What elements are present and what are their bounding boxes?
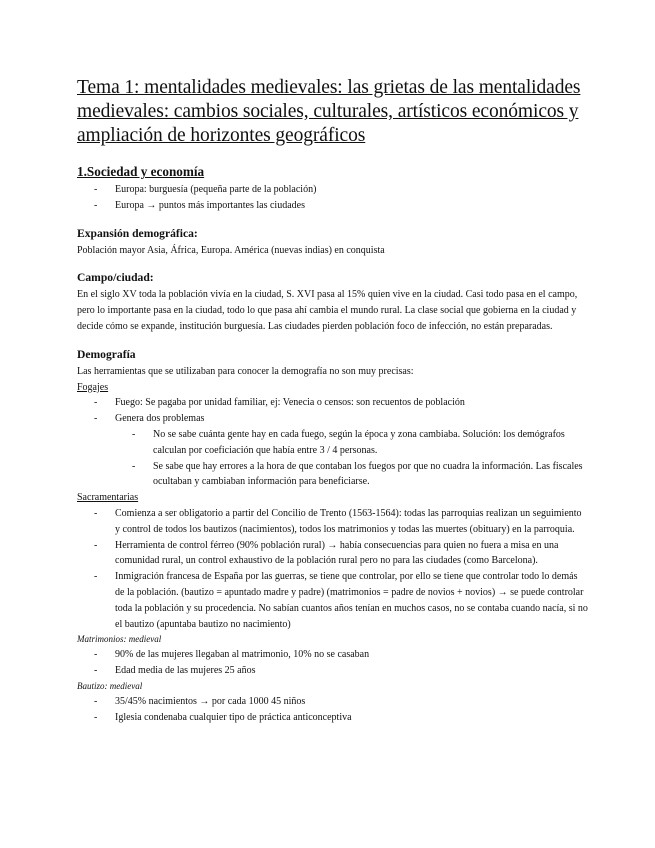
- paragraph-campo-ciudad: En el siglo XV toda la población vivía en la ciudad, S. XVI pasa al 15% quien vive en la ciudad. Casi todo pasa en el campo, pero lo importante pasa en la ciudad, todo lo que pasa ahí cambia el mundo rural. La clase social que gobierna en la ciudad y decide cómo se expande, institución burguesía. Las ciudades pierden población foco de infección, no están preparadas.: [77, 289, 578, 332]
- fogajes-sublist: [115, 427, 589, 490]
- section-heading-sociedad: 1.Sociedad y economía: [77, 164, 205, 179]
- matrimonios-list: [77, 647, 589, 679]
- list-item: - Edad media de las mujeres 25 años: [77, 663, 589, 679]
- fogajes-list: [77, 395, 589, 490]
- paragraph-expansion: Población mayor Asia, África, Europa. América (nuevas indias) en conquista: [77, 244, 385, 256]
- list-item: - Herramienta de control férreo (90% población rural) → había consecuencias para quien no fuera a misa en una comunidad rural, un control exhaustivo de la población rural pero no para las ciudades (como Barcelona).: [77, 538, 589, 570]
- list-item: - Inmigración francesa de España por las guerras, se tiene que controlar, por ello se tiene que controlar todo lo demás de la población. (bautizo = apuntado madre y padre) (matrimonios = padre de novios + novios) → se puede controlar toda la población y su procedencia. No sabían cuantos años tenían en muchos casos, no se contaba cuando nacía, si no el bautizo (apuntaba bautizo no nacimiento): [77, 569, 589, 632]
- list-item: - Europa → puntos más importantes las ciudades: [77, 198, 589, 214]
- paragraph-demografia-intro: Las herramientas que se utilizaban para conocer la demografía no son muy precisas:: [77, 365, 414, 377]
- sociedad-list: [77, 182, 589, 214]
- sacramentarias-list: [77, 506, 589, 632]
- sublist-item: - Se sabe que hay errores a la hora de que contaban los fuegos por que no cuadra la información. Las fiscales ocultaban y cambiaban información para beneficiarse.: [115, 459, 589, 491]
- heading-campo-ciudad: Campo/ciudad:: [77, 271, 154, 285]
- list-item-text: Genera dos problemas: [115, 413, 205, 425]
- document-page: [77, 76, 589, 726]
- label-fogajes: Fogajes: [77, 381, 109, 393]
- sublist-item: - No se sabe cuánta gente hay en cada fuego, según la época y zona cambiaba. Solución: los demógrafos calculan por coeficiación que había entre 3 / 4 personas.: [115, 427, 589, 459]
- list-item: - Iglesia condenaba cualquier tipo de práctica anticonceptiva: [77, 710, 589, 726]
- label-matrimonios: Matrimonios: medieval: [77, 634, 162, 645]
- page-title: Tema 1: mentalidades medievales: las grietas de las mentalidades medievales: cambios sociales, culturales, artísticos económicos y ampliación de horizontes geográficos: [77, 77, 581, 146]
- list-item: - 35/45% nacimientos → por cada 1000 45 niños: [77, 694, 589, 710]
- list-item: - Fuego: Se pagaba por unidad familiar, ej: Venecia o censos: son recuentos de población: [77, 395, 589, 411]
- heading-demografia: Demografía: [77, 347, 136, 361]
- bautizo-list: [77, 694, 589, 726]
- list-item: - 90% de las mujeres llegaban al matrimonio, 10% no se casaban: [77, 647, 589, 663]
- list-item: - Comienza a ser obligatorio a partir del Concilio de Trento (1563-1564): todas las parroquias realizan un seguimiento y control de todos los bautizos (nacimientos), todos los matrimonios y todas las muertes (obituary) en la parroquia.: [77, 506, 589, 538]
- list-item: [77, 411, 589, 490]
- list-item: - Europa: burguesía (pequeña parte de la población): [77, 182, 589, 198]
- label-bautizo: Bautizo: medieval: [77, 680, 143, 691]
- heading-expansion: Expansión demográfica:: [77, 226, 198, 240]
- label-sacramentarias: Sacramentarias: [77, 492, 139, 504]
